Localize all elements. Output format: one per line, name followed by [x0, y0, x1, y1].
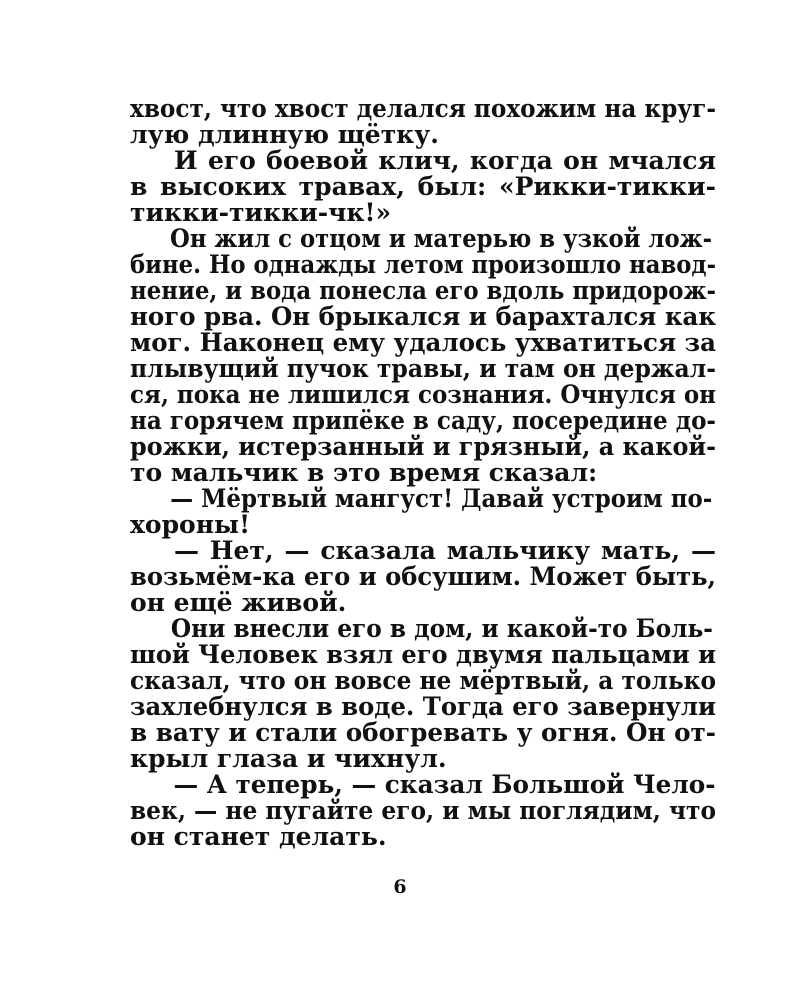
text-line: в вату и стали обогревать у огня. Он от-: [130, 718, 716, 747]
text-line: возьмём-ка его и обсушим. Может быть,: [130, 562, 716, 591]
text-line: лую длинную щётку.: [130, 120, 439, 149]
text-line: ного рва. Он брыкался и барахтался как: [130, 302, 716, 331]
text-line: бине. Но однажды летом произошло навод-: [130, 250, 716, 279]
text-line: он ещё живой.: [130, 588, 347, 617]
text-line: хвост, что хвост делался похожим на круг-: [130, 94, 716, 123]
page-number: 6: [393, 876, 407, 898]
text-line: шой Человек взял его двумя пальцами и: [130, 640, 716, 669]
text-line: — Нет, — сказала мальчику мать, —: [174, 536, 716, 565]
text-line: век, — не пугайте его, и мы поглядим, что: [130, 796, 716, 825]
text-line: то мальчик в это время сказал:: [130, 458, 598, 487]
text-line: — А теперь, — сказал Большой Чело-: [173, 770, 716, 799]
text-line: он станет делать.: [130, 822, 387, 851]
text-line: мог. Наконец ему удалось ухватиться за: [130, 328, 716, 357]
text-line: И его боевой клич, когда он мчался: [174, 146, 716, 175]
text-line: на горячем припёке в саду, посередине до-: [130, 406, 716, 435]
text-line: тикки-тикки-чк!»: [130, 198, 392, 227]
text-line: — Мёртвый мангуст! Давай устроим по-: [170, 484, 713, 513]
body-text: [130, 96, 716, 850]
text-line: ся, пока не лишился сознания. Очнулся он: [130, 380, 716, 409]
text-line: Он жил с отцом и матерью в узкой лож-: [170, 224, 713, 253]
text-line: в высоких травах, был: «Рикки-тикки-: [130, 172, 716, 201]
text-line: захлебнулся в воде. Тогда его завернули: [130, 692, 716, 721]
text-line: крыл глаза и чихнул.: [130, 744, 447, 773]
text-line: рожки, истерзанный и грязный, а какой-: [130, 432, 716, 461]
text-line: сказал, что он вовсе не мёртвый, а только: [130, 666, 716, 695]
text-line: плывущий пучок травы, и там он держал-: [130, 354, 716, 383]
text-line: Они внесли его в дом, и какой-то Боль-: [170, 614, 713, 643]
text-line: хороны!: [130, 510, 251, 539]
text-line: нение, и вода понесла его вдоль придорож-: [130, 276, 716, 305]
